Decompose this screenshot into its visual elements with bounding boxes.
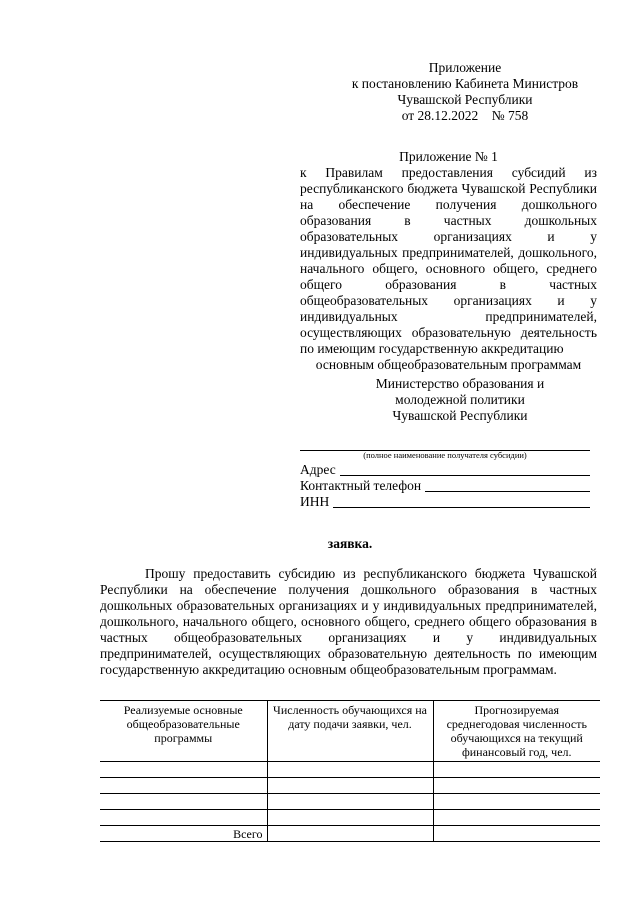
application-paragraph: Прошу предоставить субсидию из республиканского бюджета Чувашской Республики на обеспечение получения дошкольного образования в частных дошкольных образовательных организациях и у индивидуальных предпринимателей, дошкольного, начального общего, основного общего, среднего общего образования в частных общеобразовательных организациях и у индивидуальных предпринимателей, осуществляющих образовательную деятельность по имеющим государственную аккредитацию основным общеобразовательным программам. (100, 566, 597, 677)
phone-fill-line (425, 479, 590, 492)
annex1-text: к Правилам предоставления субсидий из республиканского бюджета Чувашской Республики на обеспечение получения дошкольного образования в частных дошкольных образовательных организациях и у индивидуальных предпринимателей, дошкольного, начального общего, основного общего, среднего общего образования в частных общеобразовательных организациях и у индивидуальных предпринимателей, осуществляющих образовательную деятельность по имеющим государственную аккредитацию (300, 165, 597, 356)
annex-date-number: от 28.12.2022 № 758 (401, 108, 529, 123)
recipient-name-note: (полное наименование получателя субсидии) (363, 450, 527, 460)
header-programs: Реализуемые основные общеобразовательные программы (100, 701, 267, 762)
address-fill-line (340, 463, 590, 476)
table-header-row (100, 701, 600, 762)
addressee-line: молодежной политики (395, 392, 525, 407)
application-title: заявка. (327, 536, 373, 551)
table-total-row (100, 826, 600, 842)
table-row (100, 778, 600, 794)
annex-line: к постановлению Кабинета Министров (351, 76, 579, 91)
inn-field (300, 494, 590, 510)
table-row (100, 762, 600, 778)
annex1-title: Приложение № 1 (399, 149, 498, 164)
annex-line: Чувашской Республики (397, 92, 533, 107)
address-field (300, 462, 590, 478)
phone-field (300, 478, 590, 494)
addressee-line: Министерство образования и (375, 376, 545, 391)
annex1-block (300, 149, 597, 373)
header-forecast-count: Прогнозируемая среднегодовая численность обучающихся на текущий финансовый год, чел. (433, 701, 600, 762)
inn-fill-line (333, 495, 590, 508)
header-current-count: Численность обучающихся на дату подачи заявки, чел. (267, 701, 433, 762)
addressee-line: Чувашской Республики (392, 408, 528, 423)
annex-line: Приложение (428, 60, 502, 75)
annex1-last-line: основным общеобразовательным программам (315, 357, 582, 372)
subsidy-table (100, 700, 600, 842)
phone-label: Контактный телефон (300, 478, 422, 493)
inn-label: ИНН (300, 494, 330, 509)
application-body (100, 566, 597, 678)
total-label: Всего (100, 826, 267, 842)
table-row (100, 794, 600, 810)
address-label: Адрес (300, 462, 336, 477)
addressee-block (330, 376, 590, 424)
annex-header (330, 60, 600, 124)
table-row (100, 810, 600, 826)
